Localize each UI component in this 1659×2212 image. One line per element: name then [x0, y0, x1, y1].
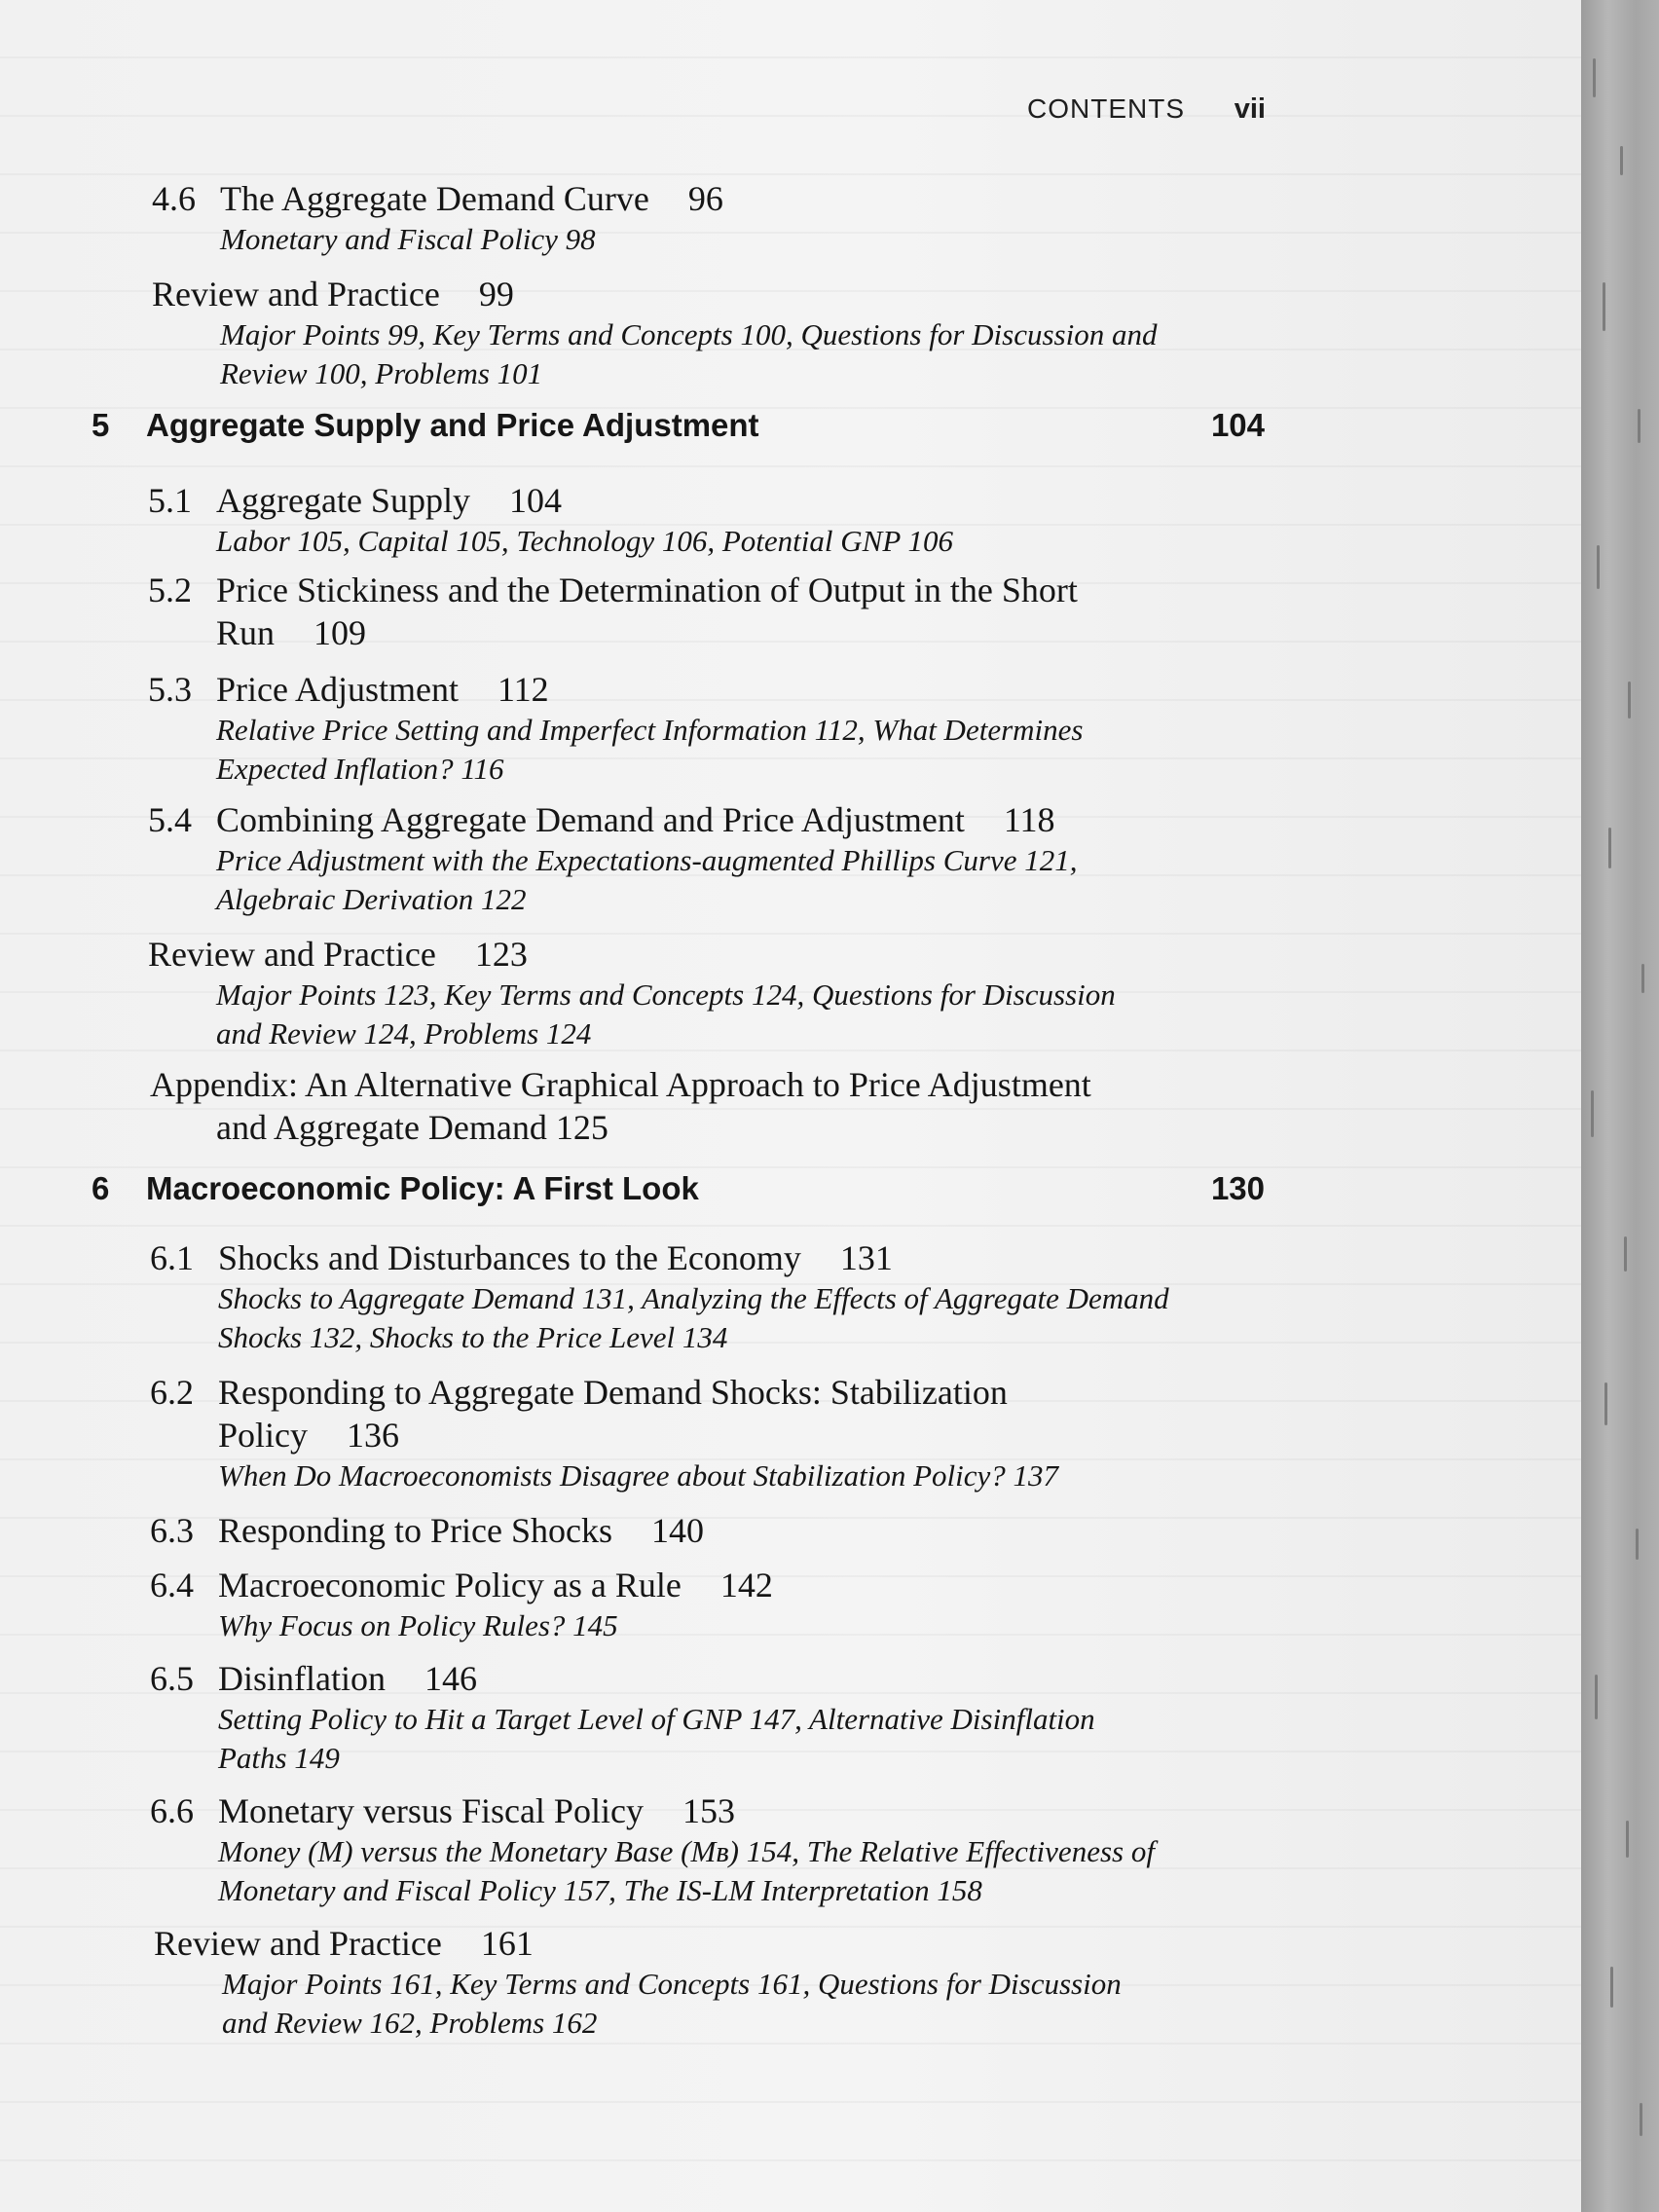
section-page: 96 [687, 179, 723, 218]
section-page: 104 [508, 481, 562, 520]
section-subtopics-1: Price Adjustment with the Expectations-augmented Phillips Curve 121, [216, 843, 1078, 877]
section-subtopics-2: Algebraic Derivation 122 [216, 882, 527, 916]
section-subtopics-2: Monetary and Fiscal Policy 157, The IS-LM Interpretation 158 [218, 1873, 982, 1907]
review-subtopics-1: Major Points 123, Key Terms and Concepts 124, Questions for Discussion [216, 977, 1116, 1012]
section-page: 142 [719, 1566, 773, 1604]
chapter-title: Aggregate Supply and Price Adjustment [146, 407, 759, 443]
section-page: 146 [424, 1659, 477, 1698]
section-subtopics-2: Shocks 132, Shocks to the Price Level 134 [218, 1320, 728, 1354]
section-number: 6.3 [150, 1511, 194, 1550]
section-title: Aggregate Supply [216, 481, 470, 520]
appendix-line2: and Aggregate Demand 125 [216, 1108, 608, 1147]
section-number: 6.2 [150, 1373, 194, 1412]
review-subtopics-2: and Review 162, Problems 162 [222, 2006, 598, 2040]
section-title-line2: Run [216, 613, 276, 652]
section-subtopics-1: Money (M) versus the Monetary Base (Mʙ) 154, The Relative Effectiveness of [218, 1834, 1155, 1868]
review-subtopics-1: Major Points 161, Key Terms and Concepts 161, Questions for Discussion [222, 1967, 1122, 2001]
section-subtopics-2: Expected Inflation? 116 [216, 752, 504, 786]
review-page: 123 [474, 935, 528, 974]
section-title-line2: Policy [218, 1416, 309, 1455]
section-number: 6.4 [150, 1566, 194, 1604]
section-5-3 [148, 668, 1083, 789]
chapter-number: 6 [92, 1170, 110, 1206]
section-6-2 [150, 1371, 1058, 1495]
review-page: 99 [478, 275, 514, 313]
section-5-2 [148, 569, 1078, 654]
section-subtopics: Monetary and Fiscal Policy 98 [220, 222, 596, 256]
appendix-5 [150, 1063, 1091, 1149]
section-title: Macroeconomic Policy as a Rule [218, 1566, 682, 1604]
section-title-line1: Price Stickiness and the Determination of Output in the Short [216, 571, 1078, 609]
section-page: 109 [313, 613, 367, 652]
section-subtopics-1: Shocks to Aggregate Demand 131, Analyzing the Effects of Aggregate Demand [218, 1281, 1169, 1315]
section-page: 118 [1003, 800, 1055, 839]
section-number: 4.6 [152, 179, 196, 218]
page-edge-shadow [1581, 0, 1659, 2212]
section-number: 5.4 [148, 800, 192, 839]
section-page: 131 [839, 1238, 893, 1277]
section-page: 136 [347, 1416, 400, 1455]
chapter-title: Macroeconomic Policy: A First Look [146, 1170, 699, 1206]
section-title: Shocks and Disturbances to the Economy [218, 1238, 801, 1277]
section-number: 5.3 [148, 670, 192, 709]
section-6-4 [150, 1564, 773, 1645]
section-number: 5.1 [148, 481, 192, 520]
section-number: 6.1 [150, 1238, 194, 1277]
running-header [1027, 93, 1266, 126]
appendix-line1: Appendix: An Alternative Graphical Approach to Price Adjustment [150, 1065, 1091, 1104]
section-subtopics: Why Focus on Policy Rules? 145 [218, 1608, 618, 1642]
section-5-1 [148, 479, 953, 561]
section-4-6 [152, 177, 723, 259]
chapter-page: 104 [1210, 407, 1265, 443]
review-subtopics-2: and Review 124, Problems 124 [216, 1016, 592, 1051]
section-page: 153 [682, 1791, 735, 1830]
section-number: 6.6 [150, 1791, 194, 1830]
chapter-6-heading [92, 1170, 1265, 1207]
section-6-6 [150, 1789, 1155, 1910]
review-page: 161 [480, 1924, 534, 1963]
review-subtopics-1: Major Points 99, Key Terms and Concepts 100, Questions for Discussion and [220, 317, 1158, 351]
section-5-4 [148, 798, 1078, 919]
section-title: Price Adjustment [216, 670, 459, 709]
section-subtopics: When Do Macroeconomists Disagree about Stabilization Policy? 137 [218, 1458, 1059, 1493]
chapter-number: 5 [92, 407, 110, 443]
section-page: 140 [650, 1511, 704, 1550]
section-title: Responding to Price Shocks [218, 1511, 612, 1550]
review-practice-5 [148, 933, 1116, 1053]
review-title: Review and Practice [148, 935, 436, 974]
section-title: Monetary versus Fiscal Policy [218, 1791, 644, 1830]
section-subtopics: Labor 105, Capital 105, Technology 106, Potential GNP 106 [216, 524, 953, 558]
section-subtopics-1: Relative Price Setting and Imperfect Information 112, What Determines [216, 713, 1084, 747]
header-label: CONTENTS [1027, 93, 1185, 124]
section-number: 5.2 [148, 571, 192, 609]
review-title: Review and Practice [154, 1924, 442, 1963]
review-title: Review and Practice [152, 275, 440, 313]
section-number: 6.5 [150, 1659, 194, 1698]
review-subtopics-2: Review 100, Problems 101 [220, 356, 543, 390]
section-title: Combining Aggregate Demand and Price Adjustment [216, 800, 965, 839]
review-practice-6 [154, 1922, 1122, 2043]
section-title: Disinflation [218, 1659, 386, 1698]
section-6-5 [150, 1657, 1095, 1778]
section-subtopics-2: Paths 149 [218, 1741, 340, 1775]
section-title: The Aggregate Demand Curve [220, 179, 649, 218]
section-6-3 [150, 1509, 704, 1552]
section-page: 112 [497, 670, 549, 709]
header-page-number: vii [1234, 93, 1266, 125]
chapter-page: 130 [1210, 1170, 1265, 1206]
chapter-5-heading [92, 407, 1265, 444]
review-practice-4 [152, 273, 1157, 393]
section-title-line1: Responding to Aggregate Demand Shocks: Stabilization [218, 1373, 1008, 1412]
section-subtopics-1: Setting Policy to Hit a Target Level of GNP 147, Alternative Disinflation [218, 1702, 1095, 1736]
section-6-1 [150, 1236, 1169, 1357]
